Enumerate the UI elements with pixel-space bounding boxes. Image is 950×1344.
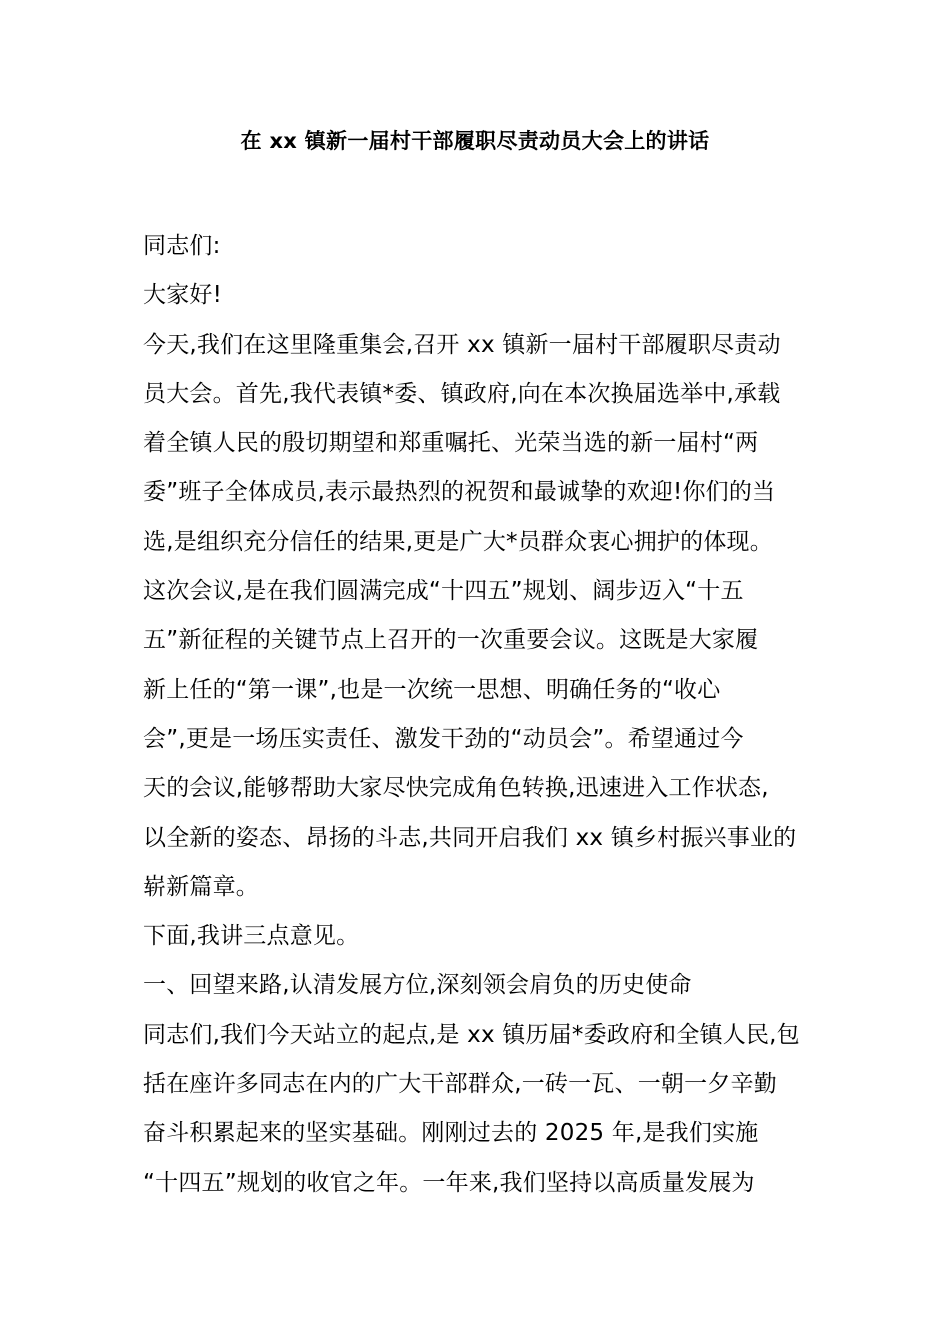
body-line: 员大会。首先,我代表镇*委、镇政府,向在本次换届选举中,承载 xyxy=(143,380,781,407)
body-line: 选,是组织充分信任的结果,更是广大*员群众衷心拥护的体现。 xyxy=(143,528,773,555)
body-line: 同志们: xyxy=(143,233,221,259)
body-line: 同志们,我们今天站立的起点,是 xx 镇历届*委政府和全镇人民,包 xyxy=(143,1021,800,1048)
body-line: 着全镇人民的殷切期望和郑重嘱托、光荣当选的新一届村“两 xyxy=(143,430,759,457)
body-line: 天的会议,能够帮助大家尽快完成角色转换,迅速进入工作状态, xyxy=(143,775,769,802)
section-heading: 一、回望来路,认清发展方位,深刻领会肩负的历史使命 xyxy=(143,972,692,999)
body-line: “十四五”规划的收官之年。一年来,我们坚持以高质量发展为 xyxy=(143,1169,755,1196)
body-line: 崭新篇章。 xyxy=(143,873,259,900)
body-line: 以全新的姿态、昂扬的斗志,共同开启我们 xx 镇乡村振兴事业的 xyxy=(143,824,797,851)
body-line: 这次会议,是在我们圆满完成“十四五”规划、阔步迈入“十五 xyxy=(143,578,744,605)
body-line: 五”新征程的关键节点上召开的一次重要会议。这既是大家履 xyxy=(143,627,759,654)
body-line: 括在座许多同志在内的广大干部群众,一砖一瓦、一朝一夕辛勤 xyxy=(143,1071,777,1098)
body-line: 会”,更是一场压实责任、激发干劲的“动员会”。希望通过今 xyxy=(143,725,744,752)
body-line: 今天,我们在这里隆重集会,召开 xx 镇新一届村干部履职尽责动 xyxy=(143,331,781,358)
body-line: 大家好! xyxy=(143,282,223,309)
body-line: 下面,我讲三点意见。 xyxy=(143,923,360,950)
document-body xyxy=(143,222,813,1208)
document-title: 在 xx 镇新一届村干部履职尽责动员大会上的讲话 xyxy=(240,129,710,153)
body-line: 奋斗积累起来的坚实基础。刚刚过去的 2025 年,是我们实施 xyxy=(143,1120,759,1147)
body-line: 新上任的“第一课”,也是一次统一思想、明确任务的“收心 xyxy=(143,676,721,703)
body-line: 委”班子全体成员,表示最热烈的祝贺和最诚挚的欢迎!你们的当 xyxy=(143,479,776,506)
